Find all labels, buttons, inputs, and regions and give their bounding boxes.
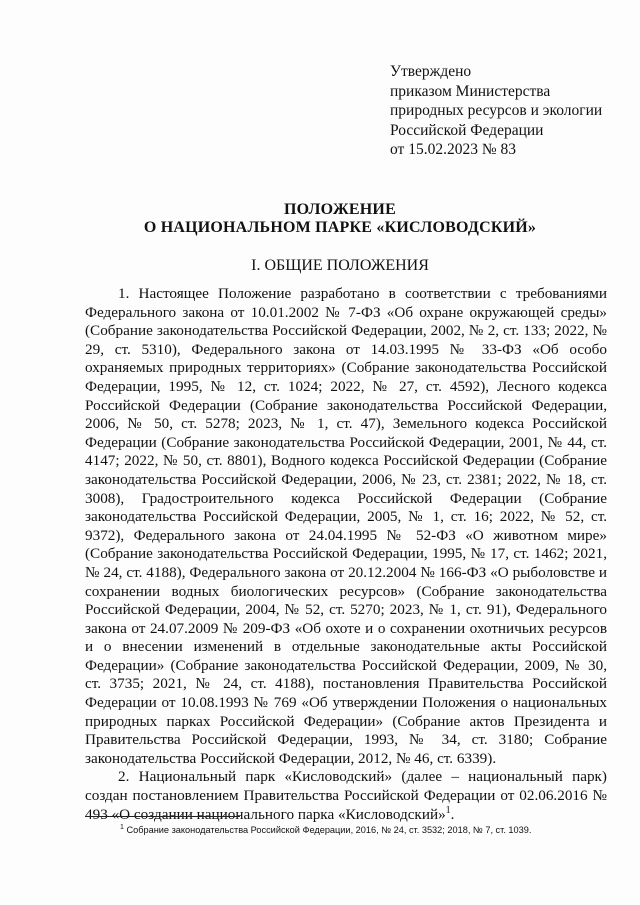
approval-date-line: от 15.02.2023 № 83 <box>390 141 516 158</box>
section-heading: I. ОБЩИЕ ПОЛОЖЕНИЯ <box>251 257 429 274</box>
footnote-divider <box>85 816 240 817</box>
footnote-marker: 1 <box>120 824 124 831</box>
footnote-text: Собрание законодательства Российской Федерации, 2016, № 24, ст. 3532; 2018, № 7, ст. 1039. <box>126 825 532 836</box>
approval-block <box>390 62 625 160</box>
footnote-reference[interactable]: 1 <box>445 804 451 816</box>
approval-line: Российской Федерации <box>390 121 544 139</box>
paragraph-1: 1. Настоящее Положение разработано в соответствии с требованиями Федерального закона от 10.01.2002 № 7-ФЗ «Об охране окружающей среды» (Собрание законодательства Российской Федерации, 2002, № 2, ст. 133; 2022, № 29, ст. 5310), Федерального закона от 14.03.1995 № 33-ФЗ «Об особо охраняемых природных территориях» (Собрание законодательства Российской Федерации, 1995, № 12, ст. 1024; 2022, № 27, ст. 4592), Лесного кодекса Российской Федерации (Собрание законодательства Российской Федерации, 2006, № 50, ст. 5278; 2023, № 1, ст. 47), Земельного кодекса Российской Федерации (Собрание законодательства Российской Федерации, 2001, № 44, ст. 4147; 2022, № 50, ст. 8801), Водного кодекса Российской Федерации (Собрание законодательства Российской Федерации, 2006, № 23, ст. 2381; 2022, № 18, ст. 3008), Градостроительного кодекса Российской Федерации (Собрание законодательства Российской Федерации, 2005, № 1, ст. 16; 2022, № 52, ст. 9372), Федерального закона от 24.04.1995 № 52-ФЗ «О животном мире» (Собрание законодательства Российской Федерации, 1995, № 17, ст. 1462; 2021, № 24, ст. 4188), Федерального закона от 20.12.2004 № 166-ФЗ «О рыболовстве и сохранении водных биологических ресурсов» (Собрание законодательства Российской Федерации, 2004, № 52, ст. 5270; 2023, № 1, ст. 91), Федерального закона от 24.07.2009 № 209-ФЗ «Об охоте и о сохранении охотничьих ресурсов и о внесении изменений в отдельные законодательные акты Российской Федерации» (Собрание законодательства Российской Федерации, 2009, № 30, ст. 3735; 2021, № 24, ст. 4188), постановления Правительства Российской Федерации от 10.08.1993 № 769 «Об утверждении Положения о национальных природных парках Российской Федерации» (Собрание актов Президента и Правительства Российской Федерации, 1993, № 34, ст. 3180; Собрание законодательства Российской Федерации, 2012, № 46, ст. 6339). <box>85 285 607 767</box>
document-body <box>85 285 607 824</box>
paragraph-2-text: 2. Национальный парк «Кисловодский» (далее – национальный парк) создан постановлением Правительства Российской Федерации от 02.06.2016 № 493 «О создании национального парка «Кисловодский» <box>85 768 607 823</box>
paragraph-2-end: . <box>450 805 455 823</box>
document-subtitle: О НАЦИОНАЛЬНОМ ПАРКЕ «КИСЛОВОДСКИЙ» <box>143 219 537 236</box>
footnote <box>120 824 620 835</box>
approval-line: природных ресурсов и экологии <box>390 102 603 119</box>
document-title: ПОЛОЖЕНИЕ <box>284 201 396 218</box>
approval-line: приказом Министерства <box>390 82 551 100</box>
approval-line: Утверждено <box>390 63 472 80</box>
